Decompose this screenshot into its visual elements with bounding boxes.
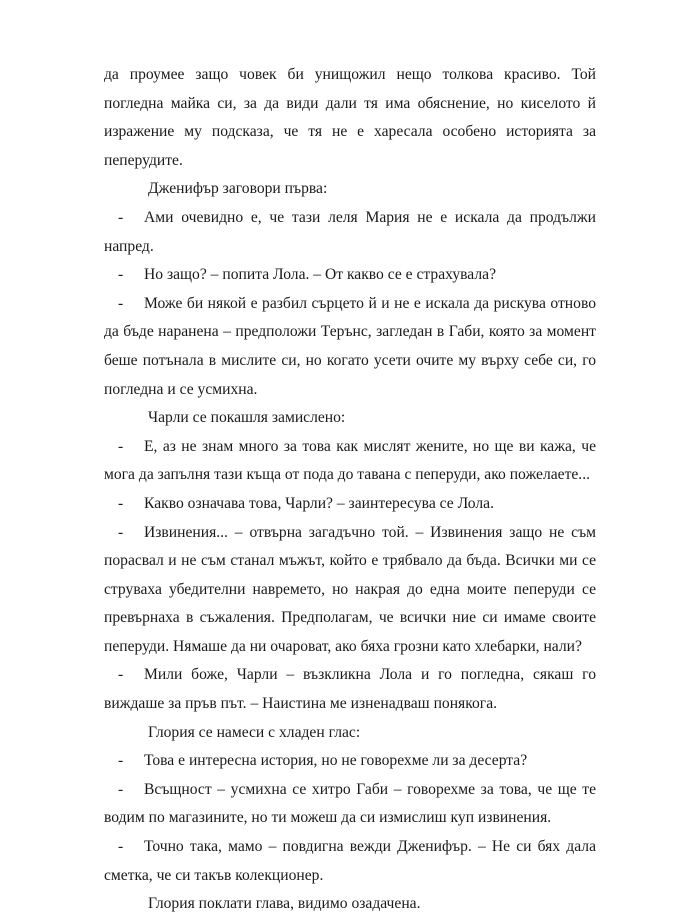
dialogue-text: Но защо? – попита Лола. – От какво се е страхувала? [144,266,496,284]
dialogue-line [104,290,596,404]
paragraph: Чарли се покашля замислено: [148,409,346,427]
dialogue-line [104,661,596,718]
dialogue-dash: - [118,294,124,312]
dialogue-line [104,519,596,662]
dialogue-text: Това е интересна история, но не говорехме ли за десерта? [144,752,528,770]
dialogue-text: Точно така, мамо – повдигна вежди Дженифър. – Не си бях дала сметка, че си такъв колекционер. [104,838,596,884]
dialogue-dash: - [118,494,124,512]
dialogue-dash: - [118,780,124,798]
paragraph: Дженифър заговори първа: [148,180,328,198]
dialogue-text: Какво означава това, Чарли? – заинтересува се Лола. [144,494,494,512]
dialogue-text: Извинения... – отвърна загадъчно той. – Извинения защо не съм порасвал и не съм станал мъжът, който е трябвало да бъда. Всички ми се струваха убедителни навремето, но накрая до една моите пеперуди се превърнаха в съжаления. Предполагам, че всички ние си имаме своите пеперуди. Нямаше да ни очароват, ако бяха грозни като хлебарки, нали? [104,523,596,655]
dialogue-text: Мили боже, Чарли – възкликна Лола и го погледна, сякаш го виждаше за пръв път. – Наистина ме изненадваш понякога. [104,666,596,713]
dialogue-dash: - [118,208,124,226]
paragraph: Глория се намеси с хладен глас: [148,723,361,741]
dialogue-line [104,261,596,290]
dialogue-line [104,776,596,833]
paragraph: да проумее защо човек би унищожил нещо толкова красиво. Той погледна майка си, за да види дали тя има обяснение, но киселото й изражение му подсказа, че тя не е харесала особено историята за пеперудите. [104,66,596,169]
dialogue-text: Всъщност – усмихна се хитро Габи – говорехме за това, че ще те водим по магазините, но ти можеш да си измислиш куп извинения. [104,780,596,827]
dialogue-text: Може би някой е разбил сърцето й и не е искала да рискува отново да бъде наранена – предположи Терънс, загледан в Габи, която за момент беше потънала в мислите си, но когато усети очите му върху себе си, го погледна и се усмихна. [104,294,596,398]
dialogue-dash: - [118,437,124,455]
dialogue-line [104,204,596,261]
dialogue-text: Ами очевидно е, че тази леля Мария не е искала да продължи напред. [104,208,596,255]
dialogue-dash: - [118,752,124,770]
dialogue-dash: - [118,838,124,856]
dialogue-line [104,433,596,490]
dialogue-dash: - [118,523,124,541]
dialogue-text: Е, аз не знам много за това как мислят жените, но ще ви кажа, че мога да запълня тази къща от пода до тавана с пеперуди, ако пожелаете... [104,437,596,484]
paragraph: Глория поклати глава, видимо озадачена. [148,895,421,913]
dialogue-line [104,833,596,890]
dialogue-line [104,490,596,519]
dialogue-line [104,747,596,776]
dialogue-dash: - [118,266,124,284]
dialogue-dash: - [118,666,124,684]
